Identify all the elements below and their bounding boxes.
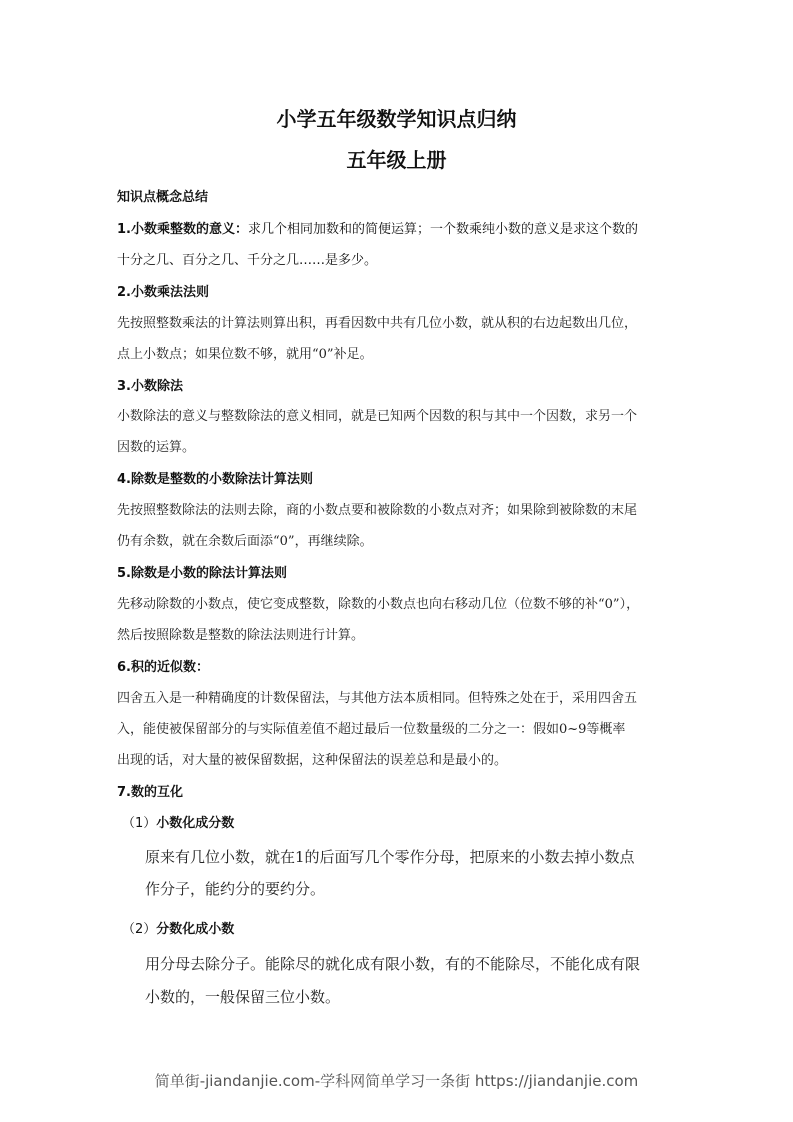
subitem-2-label: 分数化成小数 [156, 922, 235, 937]
section-heading: 知识点概念总结 [117, 190, 209, 205]
item-3-line-2: 因数的运算。 [117, 440, 196, 455]
item-4-line-1: 先按照整数除法的法则去除，商的小数点要和被除数的小数点对齐；如果除到被除数的末尾 [117, 503, 638, 518]
item-5-line-1: 先移动除数的小数点，使它变成整数，除数的小数点也向右移动几位（位数不够的补“0”）， [117, 597, 640, 612]
item-1-heading-bold: 1.小数乘整数的意义： [117, 222, 248, 237]
item-5-line-2: 然后按照除数是整数的除法法则进行计算。 [117, 628, 365, 643]
subitem-1-label: 小数化成分数 [156, 816, 235, 831]
subitem-1-heading [122, 812, 234, 831]
subitem-2-prefix: （2） [122, 922, 157, 937]
footer-watermark: 简单街-jiandanjie.com-学科网简单学习一条街 https://jiandanjie.com [154, 1072, 639, 1090]
item-3-heading: 3.小数除法 [117, 379, 183, 394]
item-2-line-1: 先按照整数乘法的计算法则算出积，再看因数中共有几位小数，就从积的右边起数出几位， [117, 316, 638, 331]
item-6-line-3: 出现的话，对大量的被保留数据，这种保留法的误差总和是最小的。 [117, 753, 508, 768]
item-2-line-2: 点上小数点；如果位数不够，就用“0”补足。 [117, 347, 373, 362]
item-6-line-1: 四舍五入是一种精确度的计数保留法，与其他方法本质相同。但特殊之处在于，采用四舍五 [117, 691, 638, 706]
item-6-heading: 6.积的近似数： [117, 660, 209, 675]
item-5-heading: 5.除数是小数的除法计算法则 [117, 566, 287, 581]
subitem-2-line-1: 用分母去除分子。能除尽的就化成有限小数，有的不能除尽，不能化成有限 [145, 955, 641, 973]
item-4-heading: 4.除数是整数的小数除法计算法则 [117, 472, 313, 487]
item-4-line-2: 仍有余数，就在余数后面添“0”，再继续除。 [117, 534, 373, 549]
subitem-1-line-2: 作分子，能约分的要约分。 [145, 880, 326, 898]
subitem-1-line-1: 原来有几位小数，就在1的后面写几个零作分母，把原来的小数去掉小数点 [145, 848, 635, 866]
item-7-heading: 7.数的互化 [117, 785, 183, 800]
item-1-heading-rest: 求几个相同加数和的简便运算；一个数乘纯小数的意义是求这个数的 [247, 222, 638, 237]
item-1-heading [117, 218, 638, 237]
subitem-1-prefix: （1） [122, 816, 157, 831]
item-6-line-2: 入，能使被保留部分的与实际值差值不超过最后一位数量级的二分之一：假如0~9等概率 [117, 722, 626, 737]
page-subtitle: 五年级上册 [346, 148, 447, 172]
subitem-2-line-2: 小数的，一般保留三位小数。 [145, 988, 341, 1006]
item-3-line-1: 小数除法的意义与整数除法的意义相同，就是已知两个因数的积与其中一个因数，求另一个 [117, 409, 638, 424]
page-title: 小学五年级数学知识点归纳 [276, 107, 517, 131]
item-2-heading: 2.小数乘法法则 [117, 285, 209, 300]
item-1-line-1: 十分之几、百分之几、千分之几……是多少。 [117, 253, 378, 268]
subitem-2-heading [122, 918, 234, 937]
